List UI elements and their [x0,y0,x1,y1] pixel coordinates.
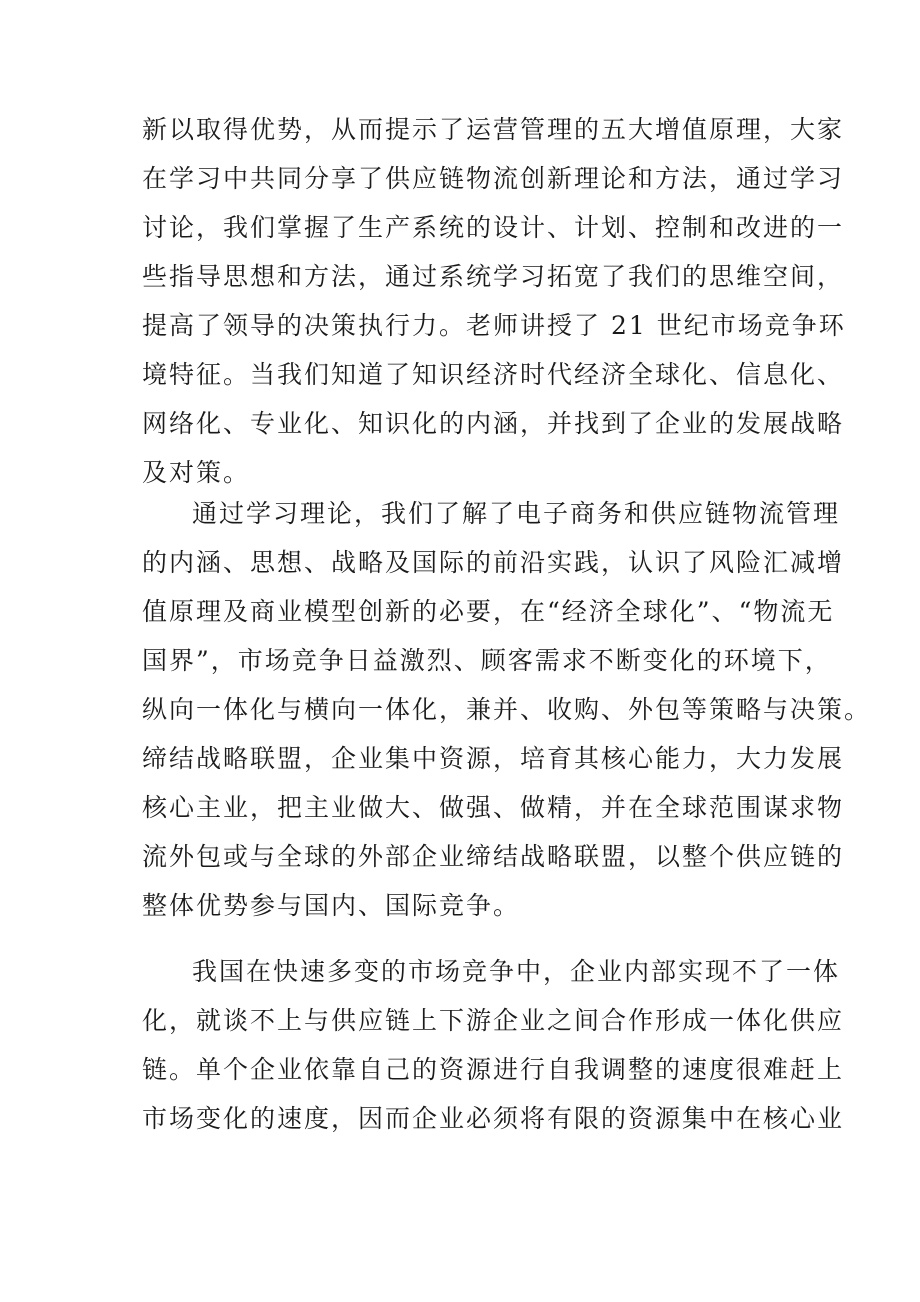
text-line: 核心主业，把主业做大、做强、做精，并在全球范围谋求物 [142,793,845,822]
text-line: 讨论，我们掌握了生产系统的设计、计划、控制和改进的一 [142,213,845,242]
text-line: 国界”，市场竞争日益激烈、顾客需求不断变化的环境下， [142,646,832,675]
text-line: 提高了领导的决策执行力。老师讲授了 21 世纪市场竞争环 [142,311,846,340]
text-line: 及对策。 [142,458,251,487]
text-line: 纵向一体化与横向一体化，兼并、收购、外包等策略与决策。 [142,695,872,724]
text-line: 化，就谈不上与供应链上下游企业之间合作形成一体化供应 [142,1006,845,1035]
paragraph-1 [142,105,846,497]
text-line: 市场变化的速度，因而企业必须将有限的资源集中在核心业 [142,1104,845,1133]
text-line: 链。单个企业依靠自己的资源进行自我调整的速度很难赶上 [142,1055,845,1084]
text-line: 新以取得优势，从而提示了运营管理的五大增值原理，大家 [142,115,845,144]
text-line: 境特征。当我们知道了知识经济时代经济全球化、信息化、 [142,360,845,389]
text-line: 的内涵、思想、战略及国际的前沿实践，认识了风险汇减增 [142,548,845,577]
text-line: 整体优势参与国内、国际竞争。 [142,891,521,920]
text-line: 些指导思想和方法，通过系统学习拓宽了我们的思维空间， [142,262,845,291]
paragraph-3 [142,947,845,1143]
text-line: 缔结战略联盟，企业集中资源，培育其核心能力，大力发展 [142,744,845,773]
text-line: 值原理及商业模型创新的必要，在“经济全球化”、“物流无 [142,597,835,626]
text-line: 我国在快速多变的市场竞争中，企业内部实现不了一体 [192,957,841,986]
text-line: 在学习中共同分享了供应链物流创新理论和方法，通过学习 [142,164,845,193]
paragraph-2 [142,489,872,930]
text-line: 通过学习理论，我们了解了电子商务和供应链物流管理 [192,499,841,528]
text-line: 流外包或与全球的外部企业缔结战略联盟，以整个供应链的 [142,842,845,871]
text-line: 网络化、专业化、知识化的内涵，并找到了企业的发展战略 [142,409,845,438]
